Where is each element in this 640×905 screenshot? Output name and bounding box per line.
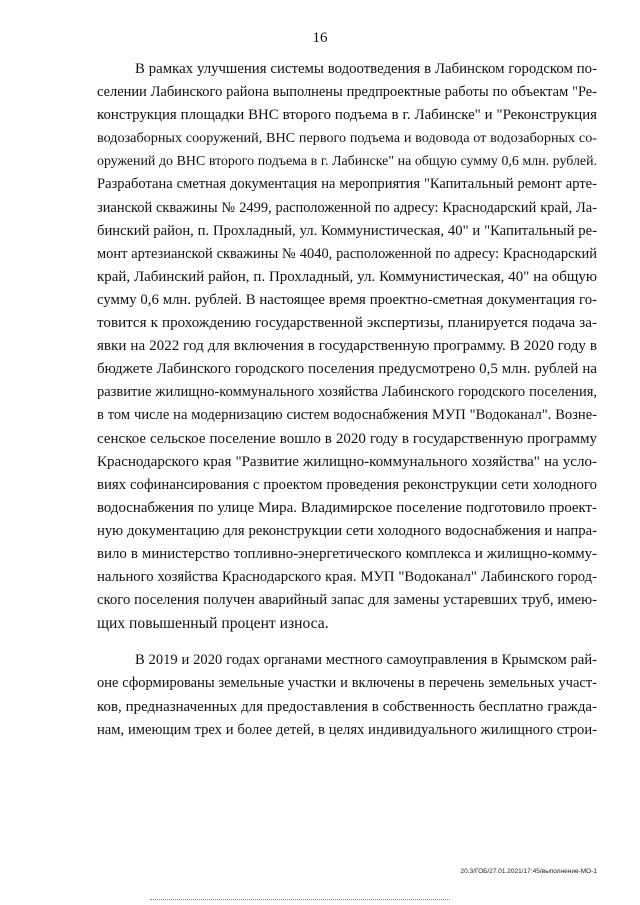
- text-line: селении Лабинского района выполнены предпроектные работы по объектам "Ре-: [97, 84, 597, 101]
- text-line: щих повышенный процент износа.: [97, 615, 329, 633]
- text-line: оне сформированы земельные участки и включены в перечень земельных участ-: [97, 675, 597, 692]
- text-line: конструкция площадки ВНС второго подъема в г. Лабинске" и "Реконструкция: [97, 107, 597, 124]
- text-line: в том числе на модернизацию систем водоснабжения МУП "Водоканал". Возне-: [97, 407, 597, 424]
- text-line: В рамках улучшения системы водоотведения в Лабинском городском по-: [135, 61, 597, 77]
- footer-document-code: 20.3/ГОБ/27.01.2021/17:45/выполнение-МО-1: [460, 868, 597, 875]
- text-line: сенское сельское поселение вошло в 2020 году в государственную программу: [97, 430, 597, 447]
- text-line: бинский район, п. Прохладный, ул. Коммунистическая, 40" и "Капитальный ре-: [97, 222, 597, 239]
- text-line: бюджете Лабинского городского поселения предусмотрено 0,5 млн. рублей на: [97, 361, 597, 378]
- text-line: сумму 0,6 млн. рублей. В настоящее время проектно-сметная документация го-: [97, 291, 597, 308]
- text-line: монт артезианской скважины № 4040, расположенной по адресу: Краснодарский: [97, 245, 597, 262]
- text-line: ную документацию для реконструкции сети холодного водоснабжения и напра-: [97, 522, 597, 539]
- text-line: виях софинансирования с проектом проведения реконструкции сети холодного: [97, 476, 597, 493]
- page-number: 16: [312, 30, 328, 46]
- scan-edge-mark: [150, 899, 450, 900]
- text-line: водоснабжения по улице Мира. Владимирское поселение подготовило проект-: [97, 499, 597, 516]
- text-line: край, Лабинский район, п. Прохладный, ул. Коммунистическая, 40" на общую: [97, 268, 597, 285]
- document-body: [97, 58, 597, 742]
- text-line: водозаборных сооружений, ВНС первого подъема и водовода от водозаборных со-: [97, 130, 597, 147]
- text-line: вило в министерство топливно-энергетического комплекса и жилищно-комму-: [97, 545, 597, 562]
- text-line: нального хозяйства Краснодарского края. МУП "Водоканал" Лабинского город-: [97, 569, 597, 586]
- text-line: нам, имеющим трех и более детей, в целях индивидуального жилищного строи-: [97, 721, 597, 738]
- paragraph-1: [97, 58, 597, 635]
- text-line: ского поселения получен аварийный запас для замены устаревших труб, имею-: [97, 592, 597, 609]
- text-line: развитие жилищно-коммунального хозяйства Лабинского городского поселения,: [97, 384, 597, 401]
- text-line: Краснодарского края "Развитие жилищно-коммунального хозяйства" на усло-: [97, 453, 597, 470]
- text-line: зианской скважины № 2499, расположенной по адресу: Краснодарский край, Ла-: [97, 199, 597, 216]
- paragraph-gap: [97, 635, 597, 649]
- paragraph-2: [97, 649, 597, 741]
- text-line: ков, предназначенных для предоставления в собственность бесплатно гражда-: [97, 698, 597, 715]
- text-line: В 2019 и 2020 годах органами местного самоуправления в Крымском рай-: [135, 652, 597, 669]
- text-line: товится к прохождению государственной экспертизы, планируется подача за-: [97, 315, 597, 332]
- text-line: Разработана сметная документация на мероприятия "Капитальный ремонт арте-: [97, 176, 597, 193]
- text-line: явки на 2022 год для включения в государственную программу. В 2020 году в: [97, 338, 597, 355]
- text-line: оружений до ВНС второго подъема в г. Лабинске" на общую сумму 0,6 млн. рублей.: [97, 154, 597, 170]
